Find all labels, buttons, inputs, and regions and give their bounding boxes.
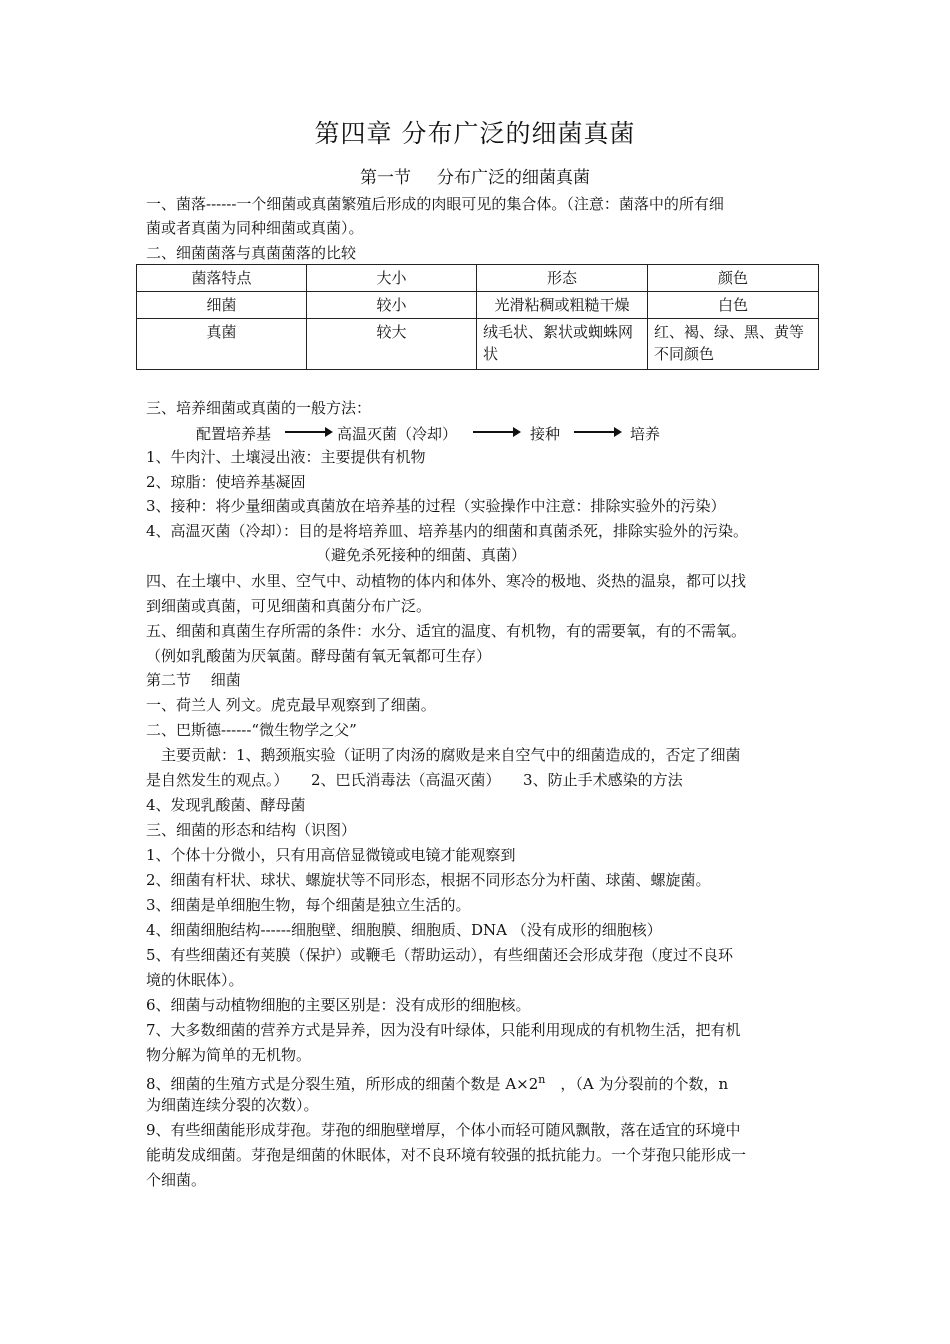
text-line: 为细菌连续分裂的次数）。 [146, 1096, 319, 1114]
text-line: 到细菌或真菌，可见细菌和真菌分布广泛。 [146, 597, 432, 615]
table-cell: 绒毛状、絮状或蜘蛛网状 [477, 319, 648, 370]
text-line: 3、接种：将少量细菌或真菌放在培养基的过程（实验操作中注意：排除实验外的污染） [146, 497, 726, 515]
formula-text: 8、细菌的生殖方式是分裂生殖，所形成的细菌个数是 A×2 [146, 1075, 539, 1093]
text-line: 一、菌落------一个细菌或真菌繁殖后形成的肉眼可见的集合体。（注意：菌落中的所有细 [146, 195, 724, 213]
text-line: 3、细菌是单细胞生物，每个细菌是独立生活的。 [146, 896, 471, 914]
table-cell: 细菌 [137, 292, 307, 319]
text-line: （例如乳酸菌为厌氧菌。酵母菌有氧无氧都可生存） [146, 647, 492, 665]
section-number: 第一节 [360, 168, 411, 188]
text-line: 1、个体十分微小，只有用高倍显微镜或电镜才能观察到 [146, 846, 516, 864]
arrow-right-icon [574, 425, 622, 439]
formula-exponent: n [538, 1073, 546, 1086]
text-line: 境的休眠体）。 [146, 971, 244, 989]
culture-flow [0, 421, 950, 445]
text-line: 是自然发生的观点。） 2、巴氏消毒法（高温灭菌） 3、防止手术感染的方法 [146, 771, 683, 789]
table-header-cell: 大小 [307, 265, 477, 292]
text-line: 五、细菌和真菌生存所需的条件：水分、适宜的温度、有机物，有的需要氧，有的不需氧。 [146, 622, 747, 640]
table-row [137, 319, 819, 370]
text-line: 7、大多数细菌的营养方式是异养，因为没有叶绿体，只能利用现成的有机物生活，把有机 [146, 1021, 741, 1039]
text-line: 菌或者真菌为同种细菌或真菌）。 [146, 219, 364, 237]
table-cell: 白色 [648, 292, 819, 319]
text-line: 9、有些细菌能形成芽孢。芽孢的细胞壁增厚，个体小而轻可随风飘散，落在适宜的环境中 [146, 1121, 741, 1139]
chapter-title: 第四章 分布广泛的细菌真菌 [314, 119, 636, 148]
flow-step: 高温灭菌（冷却） [337, 425, 458, 443]
flow-step: 配置培养基 [196, 425, 272, 443]
text-line: 4、细菌细胞结构------细胞壁、细胞膜、细胞质、DNA （没有成形的细胞核） [146, 921, 662, 939]
table-header-cell: 形态 [477, 265, 648, 292]
section-title [0, 163, 950, 188]
text-line: 三、细菌的形态和结构（识图） [146, 821, 357, 839]
text-line: 个细菌。 [146, 1171, 207, 1189]
flow-step: 接种 [530, 425, 561, 443]
text-line: 四、在土壤中、水里、空气中、动植物的体内和体外、寒冷的极地、炎热的温泉，都可以找 [146, 572, 747, 590]
table-row [137, 292, 819, 319]
comparison-table [136, 264, 819, 370]
text-line: 二、巴斯德------“微生物学之父” [146, 721, 357, 739]
text-line: 物分解为简单的无机物。 [146, 1046, 312, 1064]
text-line: 三、培养细菌或真菌的一般方法： [146, 399, 372, 417]
flow-step: 培养 [630, 425, 661, 443]
text-line: 4、高温灭菌（冷却）：目的是将培养皿、培养基内的细菌和真菌杀死，排除实验外的污染。 [146, 522, 749, 540]
arrow-right-icon [285, 425, 333, 439]
section-heading: 第二节 细菌 [146, 671, 241, 689]
table-header-cell: 菌落特点 [137, 265, 307, 292]
text-line: 2、琼脂：使培养基凝固 [146, 473, 306, 491]
text-line: 一、荷兰人 列文。虎克最早观察到了细菌。 [146, 696, 436, 714]
table-header-row [137, 265, 819, 292]
text-line [146, 1070, 728, 1094]
text-line: 5、有些细菌还有荚膜（保护）或鞭毛（帮助运动），有些细菌还会形成芽孢（度过不良环 [146, 946, 734, 964]
text-line: 2、细菌有杆状、球状、螺旋状等不同形态，根据不同形态分为杆菌、球菌、螺旋菌。 [146, 871, 711, 889]
table-header-cell: 颜色 [648, 265, 819, 292]
table-cell: 较小 [307, 292, 477, 319]
text-line: 能萌发成细菌。芽孢是细菌的休眠体，对不良环境有较强的抵抗能力。一个芽孢只能形成一 [146, 1146, 747, 1164]
formula-note: ，（A 为分裂前的个数，n [545, 1075, 729, 1093]
text-line: 二、细菌菌落与真菌菌落的比较 [146, 244, 357, 262]
section-name: 分布广泛的细菌真菌 [437, 168, 590, 188]
table-cell: 光滑粘稠或粗糙干燥 [477, 292, 648, 319]
text-line: 1、牛肉汁、土壤浸出液：主要提供有机物 [146, 448, 426, 466]
text-line: （避免杀死接种的细菌、真菌） [316, 546, 527, 564]
table-cell: 真菌 [137, 319, 307, 370]
text-line: 6、细菌与动植物细胞的主要区别是：没有成形的细胞核。 [146, 996, 531, 1014]
text-line: 主要贡献：1、鹅颈瓶实验（证明了肉汤的腐败是来自空气中的细菌造成的，否定了细菌 [146, 746, 741, 764]
arrow-right-icon [473, 425, 521, 439]
table-cell: 红、褐、绿、黑、黄等不同颜色 [648, 319, 819, 370]
text-line: 4、发现乳酸菌、酵母菌 [146, 796, 306, 814]
table-cell: 较大 [307, 319, 477, 370]
